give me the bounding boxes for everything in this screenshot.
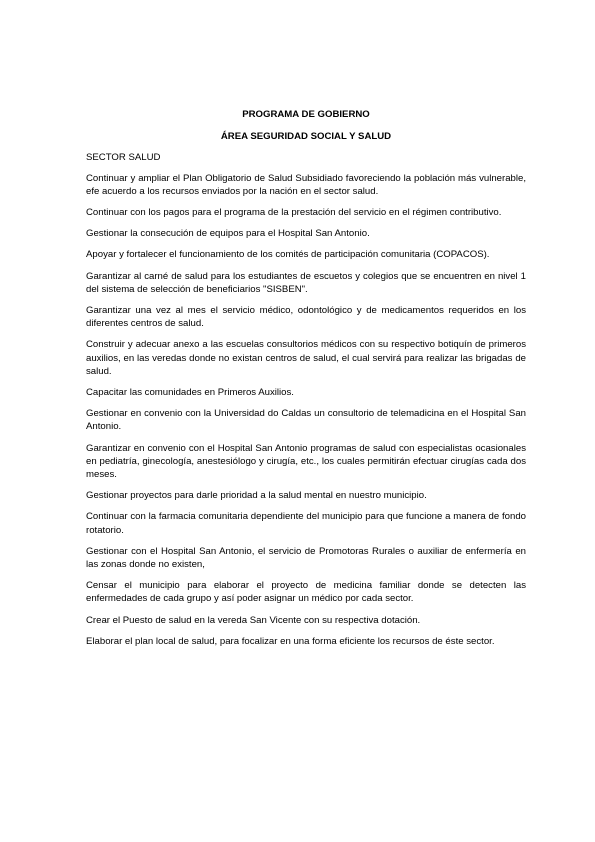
paragraph-4: Apoyar y fortalecer el funcionamiento de los comités de participación comunitaria (COPACOS). (86, 249, 490, 261)
section-heading: SECTOR SALUD (86, 152, 161, 164)
paragraph-8: Capacitar las comunidades en Primeros Auxilios. (86, 387, 294, 399)
paragraph-10: Garantizar en convenio con el Hospital San Antonio programas de salud con especialistas ocasionales en pediatría, ginecología, anestesiólogo y cirugía, etc., los cuales permitirán efectuar cirugías cada dos meses. (86, 442, 526, 481)
paragraph-14: Censar el municipio para elaborar el proyecto de medicina familiar donde se detecten las enfermedades de cada grupo y así poder asignar un médico por cada sector. (86, 580, 526, 605)
paragraph-1: Continuar y ampliar el Plan Obligatorio de Salud Subsidiado favoreciendo la población más vulnerable, efe acuerdo a los recursos enviados por la nación en el sector salud. (86, 172, 526, 197)
document-subtitle: ÁREA SEGURIDAD SOCIAL Y SALUD (220, 131, 392, 143)
paragraph-9: Gestionar en convenio con la Universidad do Caldas un consultorio de telemadicina en el Hospital San Antonio. (86, 408, 526, 433)
paragraph-2: Continuar con los pagos para el programa de la prestación del servicio en el régimen contributivo. (86, 207, 502, 219)
paragraph-11: Gestionar proyectos para darle prioridad a la salud mental en nuestro municipio. (86, 490, 427, 502)
paragraph-5: Garantizar al carné de salud para los estudiantes de escuetos y colegios que se encuentren en nivel 1 del sistema de selección de beneficiarios "SISBEN". (86, 270, 526, 295)
document-title: PROGRAMA DE GOBIERNO (242, 109, 370, 120)
paragraph-13: Gestionar con el Hospital San Antonio, el servicio de Promotoras Rurales o auxiliar de enfermería en las zonas donde no existen, (86, 545, 526, 571)
paragraph-6: Garantizar una vez al mes el servicio médico, odontológico y de medicamentos requeridos en los diferentes centros de salud. (86, 305, 526, 330)
paragraph-16: Elaborar el plan local de salud, para focalizar en una forma eficiente los recursos de éste sector. (86, 635, 495, 647)
paragraph-3: Gestionar la consecución de equipos para el Hospital San Antonio. (86, 228, 370, 240)
paragraph-12: Continuar con la farmacia comunitaria dependiente del municipio para que funcione a manera de fondo rotatorio. (86, 511, 526, 536)
paragraph-7: Construir y adecuar anexo a las escuelas consultorios médicos con su respectivo botiquín de primeros auxilios, en las veredas donde no existan centros de salud, el cual servirá para realizar las brigadas de salud. (86, 339, 526, 377)
document-body (86, 108, 526, 656)
paragraph-15: Crear el Puesto de salud en la vereda San Vicente con su respectiva dotación. (86, 614, 421, 626)
